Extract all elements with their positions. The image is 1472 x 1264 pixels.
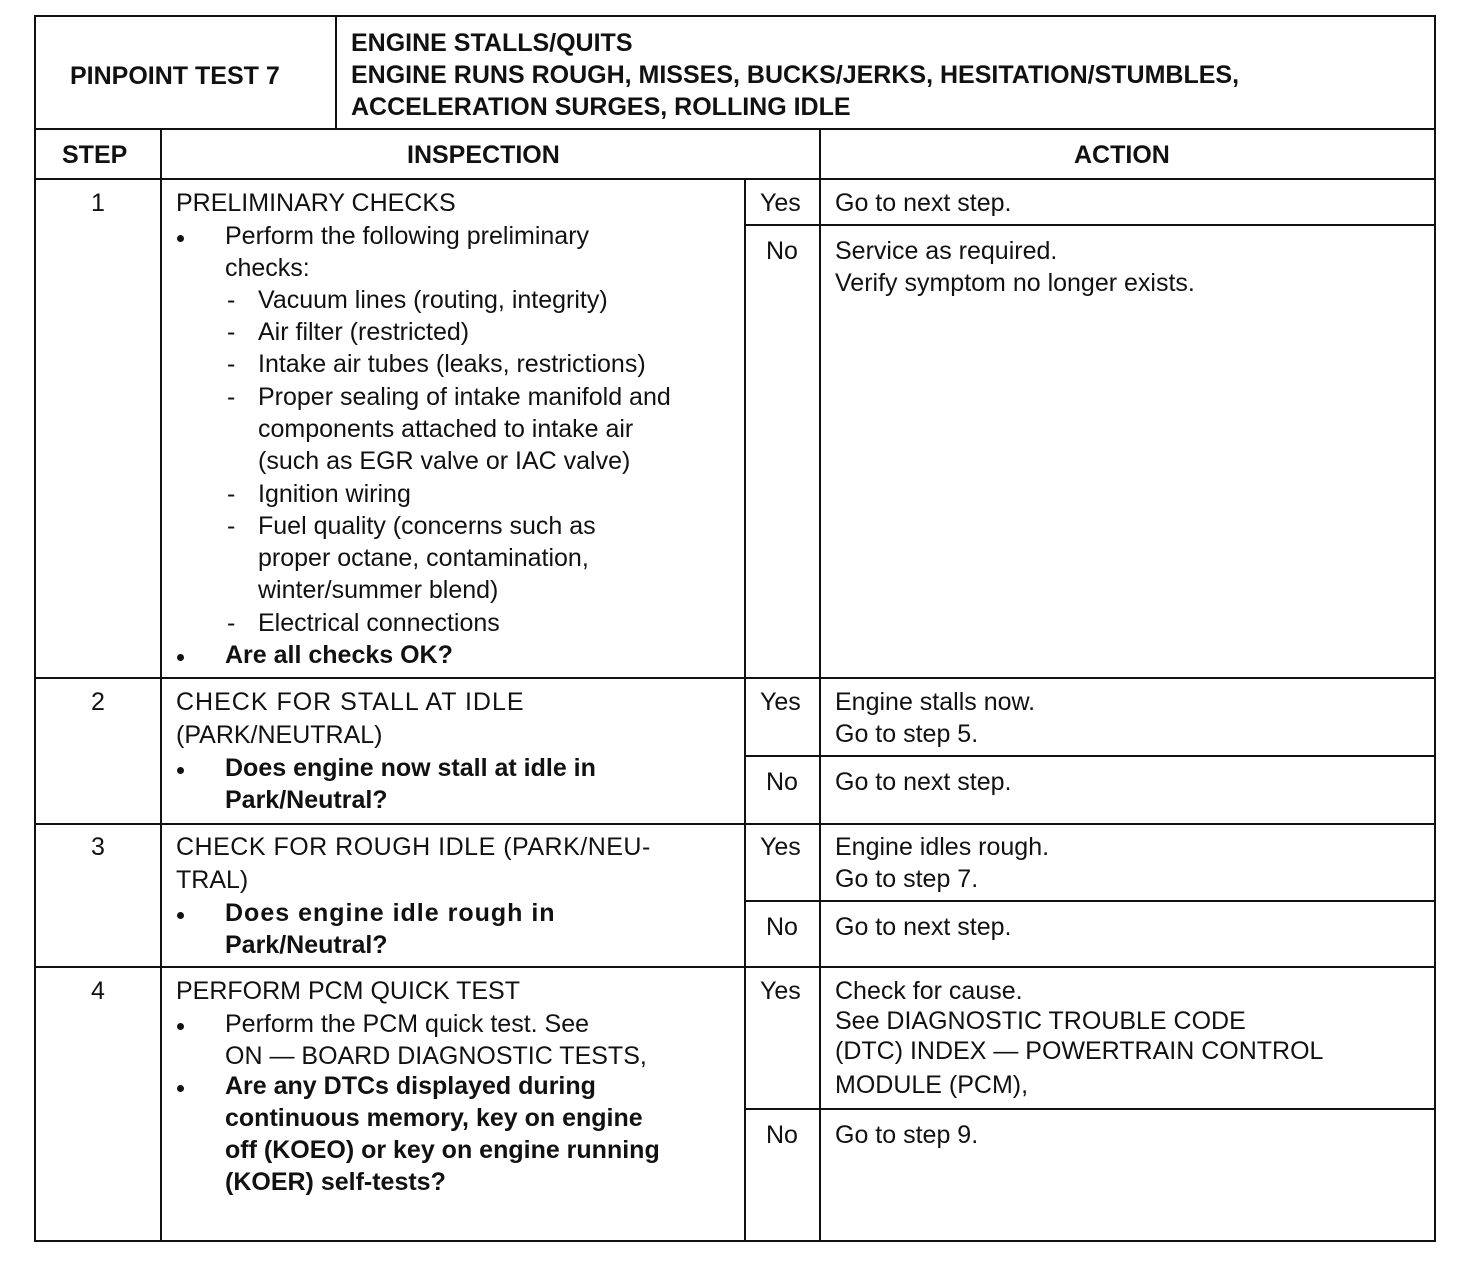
no-label: No [766, 1121, 798, 1149]
no-label: No [766, 237, 798, 265]
question-line: Park/Neutral? [225, 786, 388, 814]
step-number: 4 [91, 977, 105, 1005]
yes-action-line: (DTC) INDEX — POWERTRAIN CONTROL [835, 1037, 1324, 1065]
dash-icon: - [227, 383, 236, 411]
no-label: No [766, 913, 798, 941]
check-item: winter/summer blend) [258, 576, 499, 604]
step-title: PRELIMINARY CHECKS [176, 189, 456, 217]
column-inspection: INSPECTION [407, 141, 560, 169]
step-title: PERFORM PCM QUICK TEST [176, 977, 521, 1005]
question-line: continuous memory, key on engine [225, 1104, 643, 1132]
bullet-icon [177, 767, 184, 774]
bullet-icon [177, 912, 184, 919]
bullet-icon [177, 1085, 184, 1092]
rule-row2-yes-no [744, 755, 1436, 757]
yes-action-line: Go to next step. [835, 189, 1012, 217]
dash-icon: - [227, 286, 236, 314]
step-title: TRAL) [176, 866, 249, 894]
question-line: Park/Neutral? [225, 931, 388, 959]
no-label: No [766, 768, 798, 796]
instruction-line: Perform the PCM quick test. See [225, 1010, 590, 1038]
instruction-line: Perform the following preliminary [225, 222, 590, 250]
check-item: Fuel quality (concerns such as [258, 512, 596, 540]
check-item: Intake air tubes (leaks, restrictions) [258, 350, 646, 378]
bullet-icon [177, 1023, 184, 1030]
test-label: PINPOINT TEST 7 [70, 62, 280, 90]
yes-label: Yes [760, 688, 801, 716]
check-item: Proper sealing of intake manifold and [258, 383, 671, 411]
step-title: (PARK/NEUTRAL) [176, 721, 383, 749]
dash-icon: - [227, 609, 236, 637]
instruction-line: ON — BOARD DIAGNOSTIC TESTS, [225, 1042, 647, 1070]
no-action-line: Go to next step. [835, 913, 1012, 941]
check-item: (such as EGR valve or IAC valve) [258, 447, 631, 475]
rule-row2-bottom [34, 823, 1436, 825]
yes-action-line: Go to step 7. [835, 865, 979, 893]
question-line: Does engine idle rough in [225, 899, 556, 927]
yes-action-line: Check for cause. [835, 977, 1023, 1005]
check-item: Ignition wiring [258, 480, 411, 508]
yes-action-line: Go to step 5. [835, 720, 979, 748]
rule-row1-bottom [34, 677, 1436, 679]
yes-label: Yes [760, 977, 801, 1005]
title-line-2: ENGINE RUNS ROUGH, MISSES, BUCKS/JERKS, HESITATION/STUMBLES, [351, 61, 1240, 89]
check-item: components attached to intake air [258, 415, 634, 443]
no-action-line: Service as required. [835, 237, 1058, 265]
no-action-line: Go to step 9. [835, 1121, 979, 1149]
step-number: 3 [91, 833, 105, 861]
check-item: proper octane, contamination, [258, 544, 589, 572]
dash-icon: - [227, 350, 236, 378]
rule-row1-yes-no [744, 224, 1436, 226]
column-step: STEP [62, 141, 128, 169]
yes-action-line: Engine idles rough. [835, 833, 1050, 861]
dash-icon: - [227, 318, 236, 346]
no-action-line: Verify symptom no longer exists. [835, 269, 1195, 297]
yes-label: Yes [760, 833, 801, 861]
rule-step-col [160, 128, 162, 1242]
yes-action-line: Engine stalls now. [835, 688, 1036, 716]
dash-icon: - [227, 512, 236, 540]
check-item: Electrical connections [258, 609, 500, 637]
yes-label: Yes [760, 189, 801, 217]
question-line: Are any DTCs displayed during [225, 1072, 596, 1100]
bullet-icon [177, 654, 184, 661]
rule-colheader-bottom [34, 178, 1436, 180]
check-item: Air filter (restricted) [258, 318, 470, 346]
title-line-3: ACCELERATION SURGES, ROLLING IDLE [351, 93, 851, 121]
column-action: ACTION [1074, 141, 1170, 169]
rule-header-bottom [34, 128, 1436, 130]
yes-action-line: MODULE (PCM), [835, 1071, 1029, 1099]
dash-icon: - [227, 480, 236, 508]
step-number: 1 [91, 189, 105, 217]
step-number: 2 [91, 688, 105, 716]
rule-inspection-col [744, 178, 746, 1242]
step-title: CHECK FOR ROUGH IDLE (PARK/NEU- [176, 833, 651, 861]
rule-header-split [335, 15, 337, 129]
question-line: Are all checks OK? [225, 641, 453, 669]
check-item: Vacuum lines (routing, integrity) [258, 286, 608, 314]
instruction-line: checks: [225, 254, 310, 282]
title-line-1: ENGINE STALLS/QUITS [351, 29, 633, 57]
question-line: (KOER) self-tests? [225, 1168, 446, 1196]
rule-row4-yes-no [744, 1108, 1436, 1110]
question-line: Does engine now stall at idle in [225, 754, 596, 782]
yes-action-line: See DIAGNOSTIC TROUBLE CODE [835, 1007, 1246, 1035]
rule-row3-yes-no [744, 900, 1436, 902]
question-line: off (KOEO) or key on engine running [225, 1136, 660, 1164]
rule-row3-bottom [34, 966, 1436, 968]
no-action-line: Go to next step. [835, 768, 1012, 796]
step-title: CHECK FOR STALL AT IDLE [176, 688, 525, 716]
rule-action-col [819, 128, 821, 1242]
bullet-icon [177, 235, 184, 242]
